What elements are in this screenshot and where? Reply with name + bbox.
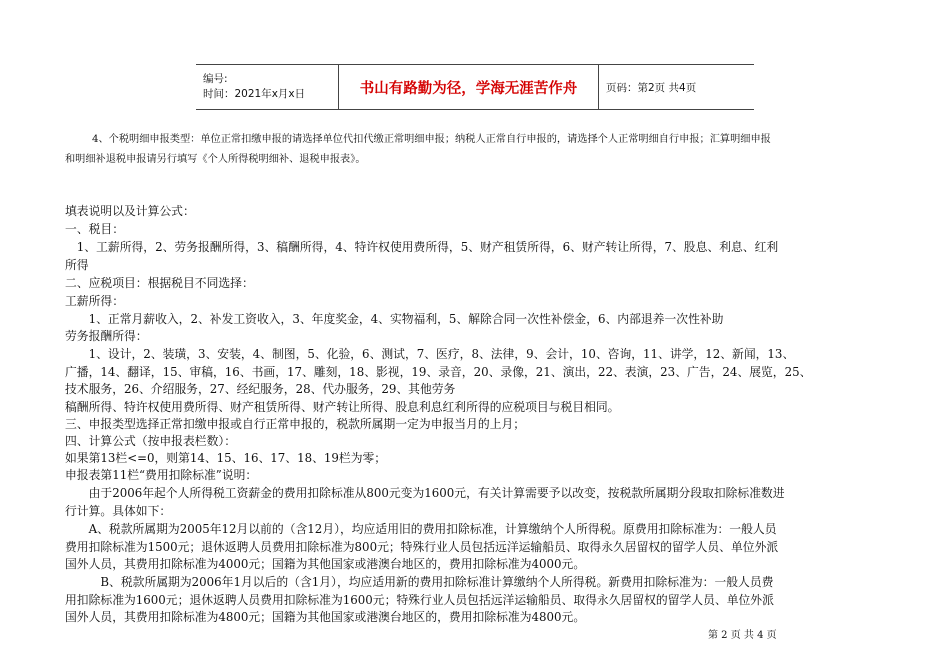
body-line: 国外人员，其费用扣除标准为4000元；国籍为其他国家或港澳台地区的，费用扣除标准为4000元。	[65, 557, 586, 571]
body-line: 广播，14、翻译，15、审稿，16、书画，17、雕刻，18、影视，19、录音，20、录像，21、演出，22、表演，23、广告，24、展览，25、	[65, 365, 812, 379]
document-number-label: 编号:	[203, 73, 228, 85]
page-footer: 第 2 页 共 4 页	[708, 630, 777, 641]
header-page-number: 页码：第2页 共4页	[606, 81, 697, 94]
body-line: 一、税目：	[65, 222, 124, 236]
body-line: 四、计算公式（按申报表栏数）：	[65, 434, 237, 448]
body-line: A、税款所属期为2005年12月以前的（含12月），均应适用旧的费用扣除标准，计算缴纳个人所得税。原费用扣除标准为：一般人员	[65, 522, 777, 536]
body-line: 费用扣除标准为1500元；退休返聘人员费用扣除标准为800元；特殊行业人员包括远洋运输船员、取得永久居留权的留学人员、单位外派	[65, 540, 779, 554]
body-line: 国外人员，其费用扣除标准为4800元；国籍为其他国家或港澳台地区的，费用扣除标准为4800元。	[65, 610, 586, 624]
body-line: 技术服务，26、介绍服务，27、经纪服务，28、代办服务，29、其他劳务	[65, 382, 456, 396]
body-line: 1、设计，2、装璜，3、安装，4、制图，5、化验，6、测试，7、医疗，8、法律，9、会计，10、咨询，11、讲学，12、新闻，13、	[65, 347, 795, 361]
body-line: 稿酬所得、特许权使用费所得、财产租赁所得、财产转让所得、股息利息红利所得的应税项目与税目相同。	[65, 400, 620, 414]
para4-line2: 和明细补退税申报请另行填写《个人所得税明细补、退税申报表》。	[65, 154, 366, 165]
body-line: 所得	[65, 258, 89, 272]
para4-line1: 4、个税明细申报类型：单位正常扣缴申报的请选择单位代扣代缴正常明细申报；纳税人正常自行申报的，请选择个人正常明细自行申报；汇算明细申报	[92, 134, 771, 145]
header-motto: 书山有路勤为径，学海无涯苦作舟	[338, 65, 599, 109]
body-line: 用扣除标准为1600元；退休返聘人员费用扣除标准为1600元；特殊行业人员包括远洋运输船员、取得永久居留权的留学人员、单位外派	[65, 593, 774, 607]
header-left-cell	[196, 65, 338, 109]
body-line: 申报表第11栏“费用扣除标准”说明：	[65, 468, 258, 482]
body-line: 如果第13栏<=0，则第14、15、16、17、18、19栏为零；	[65, 451, 387, 465]
body-line: 1、正常月薪收入，2、补发工资收入，3、年度奖金，4、实物福利，5、解除合同一次性补偿金，6、内部退养一次性补助	[65, 312, 724, 326]
body-line: 劳务报酬所得：	[65, 329, 148, 343]
body-line: 1、工薪所得，2、劳务报酬所得，3、稿酬所得，4、特许权使用费所得，5、财产租赁所得，6、财产转让所得，7、股息、利息、红利	[65, 240, 779, 254]
page-header	[196, 64, 754, 110]
body-line: 工薪所得：	[65, 294, 124, 308]
body-line: 三、申报类型选择正常扣缴申报或自行正常申报的，税款所属期一定为申报当月的上月；	[65, 417, 526, 431]
document-time-label: 时间：2021年x月x日	[203, 88, 306, 100]
body-line: 二、应税项目：根据税目不同选择：	[65, 276, 254, 290]
body-line: 行计算。具体如下：	[65, 504, 172, 518]
body-line: B、税款所属期为2006年1月以后的（含1月），均应适用新的费用扣除标准计算缴纳个人所得税。新费用扣除标准为：一般人员费	[65, 575, 774, 589]
body-line: 由于2006年起个人所得税工资薪金的费用扣除标准从800元变为1600元，有关计算需要予以改变，按税款所属期分段取扣除标准数进	[65, 486, 785, 500]
body-line: 填表说明以及计算公式：	[65, 204, 195, 218]
